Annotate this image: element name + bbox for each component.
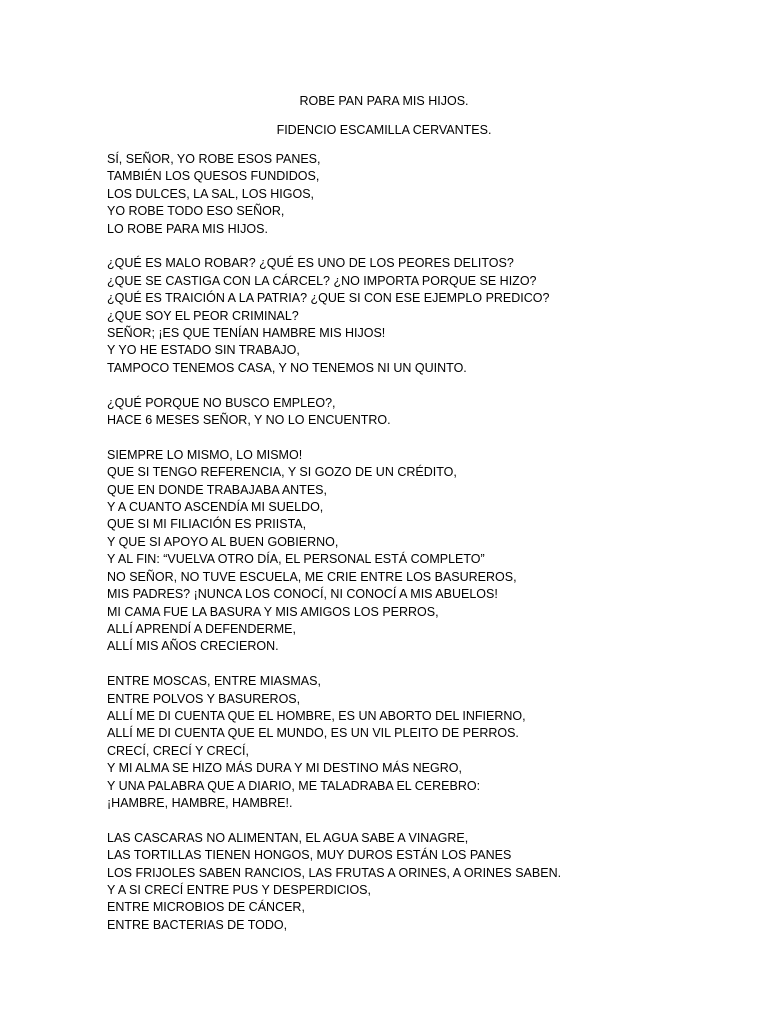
poem-line: SIEMPRE LO MISMO, LO MISMO!: [107, 447, 303, 462]
poem-stanza: [107, 447, 727, 656]
poem-line: ¿QUE SE CASTIGA CON LA CÁRCEL? ¿NO IMPORTA PORQUE SE HIZO?: [107, 273, 537, 288]
poem-line: QUE SI MI FILIACIÓN ES PRIISTA,: [107, 517, 307, 532]
poem-line: Y UNA PALABRA QUE A DIARIO, ME TALADRABA EL CEREBRO:: [107, 778, 481, 793]
poem-body: [107, 151, 727, 952]
poem-line: ¿QUÉ ES MALO ROBAR? ¿QUÉ ES UNO DE LOS PEORES DELITOS?: [107, 256, 514, 271]
poem-stanza: [107, 830, 727, 934]
poem-line: MIS PADRES? ¡NUNCA LOS CONOCÍ, NI CONOCÍ A MIS ABUELOS!: [107, 587, 498, 602]
poem-stanza: [107, 673, 727, 812]
poem-line: ENTRE MOSCAS, ENTRE MIASMAS,: [107, 674, 321, 689]
poem-author: FIDENCIO ESCAMILLA CERVANTES.: [276, 123, 492, 137]
poem-line: QUE SI TENGO REFERENCIA, Y SI GOZO DE UN CRÉDITO,: [107, 465, 457, 480]
poem-line: Y A SI CRECÍ ENTRE PUS Y DESPERDICIOS,: [107, 882, 371, 897]
poem-line: NO SEÑOR, NO TUVE ESCUELA, ME CRIE ENTRE LOS BASUREROS,: [107, 569, 517, 584]
poem-stanza: [107, 151, 727, 238]
poem-line: QUE EN DONDE TRABAJABA ANTES,: [107, 482, 327, 497]
poem-line: MI CAMA FUE LA BASURA Y MIS AMIGOS LOS PERROS,: [107, 604, 439, 619]
poem-line: Y QUE SI APOYO AL BUEN GOBIERNO,: [107, 534, 339, 549]
poem-title: ROBE PAN PARA MIS HIJOS.: [299, 94, 469, 108]
poem-line: ENTRE POLVOS Y BASUREROS,: [107, 691, 301, 706]
poem-line: YO ROBE TODO ESO SEÑOR,: [107, 204, 285, 219]
poem-line: SÍ, SEÑOR, YO ROBE ESOS PANES,: [107, 152, 321, 166]
poem-line: HACE 6 MESES SEÑOR, Y NO LO ENCUENTRO.: [107, 413, 391, 428]
poem-line: Y YO HE ESTADO SIN TRABAJO,: [107, 343, 300, 358]
poem-line: LOS DULCES, LA SAL, LOS HIGOS,: [107, 186, 315, 201]
poem-line: Y A CUANTO ASCENDÍA MI SUELDO,: [107, 500, 324, 515]
poem-stanza: [107, 395, 727, 430]
poem-line: TAMBIÉN LOS QUESOS FUNDIDOS,: [107, 169, 320, 184]
poem-line: ¿QUÉ ES TRAICIÓN A LA PATRIA? ¿QUE SI CON ESE EJEMPLO PREDICO?: [107, 291, 550, 306]
poem-line: LOS FRIJOLES SABEN RANCIOS, LAS FRUTAS A ORINES, A ORINES SABEN.: [107, 865, 562, 880]
poem-line: CRECÍ, CRECÍ Y CRECÍ,: [107, 743, 249, 758]
poem-line: ALLÍ ME DI CUENTA QUE EL HOMBRE, ES UN ABORTO DEL INFIERNO,: [107, 708, 526, 723]
poem-line: ENTRE MICROBIOS DE CÁNCER,: [107, 900, 305, 915]
poem-line: ALLÍ MIS AÑOS CRECIERON.: [107, 639, 279, 654]
poem-line: ALLÍ APRENDÍ A DEFENDERME,: [107, 621, 296, 636]
poem-line: LO ROBE PARA MIS HIJOS.: [107, 221, 268, 236]
poem-line: Y AL FIN: “VUELVA OTRO DÍA, EL PERSONAL ESTÁ COMPLETO”: [107, 552, 485, 567]
poem-line: Y MI ALMA SE HIZO MÁS DURA Y MI DESTINO MÁS NEGRO,: [107, 761, 462, 776]
poem-stanza: [107, 255, 727, 377]
poem-line: ¡HAMBRE, HAMBRE, HAMBRE!.: [107, 795, 293, 810]
poem-line: ENTRE BACTERIAS DE TODO,: [107, 917, 288, 932]
poem-line: ALLÍ ME DI CUENTA QUE EL MUNDO, ES UN VIL PLEITO DE PERROS.: [107, 726, 519, 741]
poem-line: SEÑOR; ¡ES QUE TENÍAN HAMBRE MIS HIJOS!: [107, 326, 386, 341]
poem-line: LAS TORTILLAS TIENEN HONGOS, MUY DUROS ESTÁN LOS PANES: [107, 848, 512, 863]
poem-line: ¿QUE SOY EL PEOR CRIMINAL?: [107, 308, 299, 323]
poem-line: TAMPOCO TENEMOS CASA, Y NO TENEMOS NI UN QUINTO.: [107, 360, 467, 375]
poem-line: LAS CASCARAS NO ALIMENTAN, EL AGUA SABE A VINAGRE,: [107, 830, 469, 845]
poem-line: ¿QUÉ PORQUE NO BUSCO EMPLEO?,: [107, 395, 336, 410]
